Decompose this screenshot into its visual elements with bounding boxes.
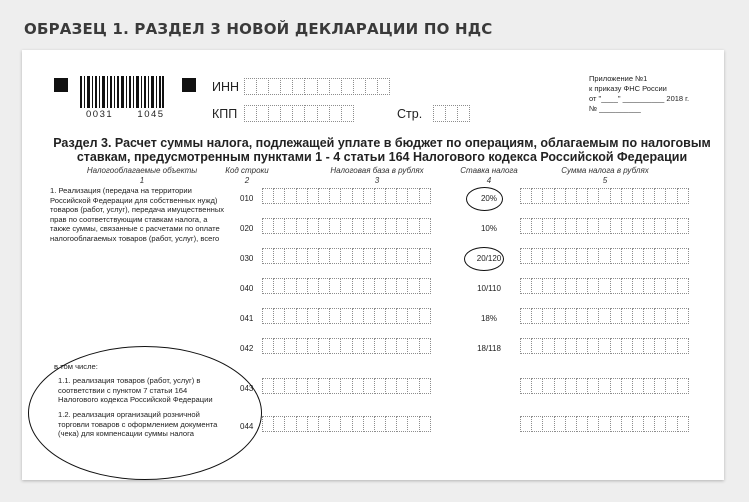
kpp-cells[interactable] — [244, 105, 353, 122]
tax-rate: 10/110 — [477, 284, 501, 293]
column-2-header: Код строки — [225, 166, 269, 175]
kpp-label: КПП — [212, 107, 238, 121]
order-reference — [589, 74, 689, 114]
tax-amount-cells[interactable] — [520, 338, 688, 354]
tax-base-cells[interactable] — [262, 416, 430, 432]
row-1-description: 1. Реализация (передача на территории Российской Федерации для собственных нужд) товаров (работ, услуг), передача имущественных прав по соответствующим ставкам налога, а также суммы, связанные с расчетами по оплате налогооблагаемых товаров (работ, услуг), всего — [50, 186, 225, 243]
declaration-sheet — [22, 50, 724, 480]
page-cells[interactable] — [433, 105, 469, 122]
column-3-number: 3 — [374, 176, 380, 185]
tax-amount-cells[interactable] — [520, 248, 688, 264]
tax-rate: 18% — [480, 314, 497, 323]
tax-amount-cells[interactable] — [520, 218, 688, 234]
row-code: 044 — [240, 422, 254, 431]
highlight-ellipse-20-percent — [466, 187, 503, 211]
page-heading: ОБРАЗЕЦ 1. РАЗДЕЛ 3 НОВОЙ ДЕКЛАРАЦИИ ПО НДС — [24, 20, 493, 38]
tax-base-cells[interactable] — [262, 308, 430, 324]
order-line-4: № __________ — [589, 104, 641, 113]
tax-rate: 20/120 — [476, 254, 502, 263]
row-code: 030 — [240, 254, 254, 263]
section-title: Раздел 3. Расчет суммы налога, подлежащей уплате в бюджет по операциям, облагаемым по налоговым ставкам, предусмотренным пунктами 1 - 4 статьи 164 Налогового кодекса Российской Федерации — [53, 136, 711, 164]
row-code: 041 — [240, 314, 254, 323]
column-1-header: Налогооблагаемые объекты — [86, 166, 198, 175]
tax-base-cells[interactable] — [262, 188, 430, 204]
column-5-header: Сумма налога в рублях — [561, 166, 649, 175]
tax-rate: 20% — [480, 194, 497, 203]
barcode-image — [80, 76, 164, 108]
order-line-1: Приложение №1 — [589, 74, 648, 83]
corner-marker-right — [182, 78, 196, 92]
highlight-ellipse-20-120 — [464, 247, 504, 271]
tax-amount-cells[interactable] — [520, 278, 688, 294]
row-code: 010 — [240, 194, 254, 203]
page-label: Стр. — [397, 107, 423, 121]
row-code: 040 — [240, 284, 254, 293]
column-3-header: Налоговая база в рублях — [330, 166, 424, 175]
highlight-ellipse-including — [28, 346, 262, 480]
tax-amount-cells[interactable] — [520, 308, 688, 324]
inn-label: ИНН — [212, 80, 240, 94]
column-2-number: 2 — [244, 176, 250, 185]
tax-base-cells[interactable] — [262, 278, 430, 294]
including-item-1: 1.1. реализация товаров (работ, услуг) в соответствии с пунктом 7 статьи 164 Налогового кодекса Российской Федерации — [58, 376, 213, 405]
tax-base-cells[interactable] — [262, 248, 430, 264]
row-code: 043 — [240, 384, 254, 393]
tax-base-cells[interactable] — [262, 378, 430, 394]
tax-base-cells[interactable] — [262, 218, 430, 234]
inn-cells[interactable] — [244, 78, 389, 95]
row-code: 042 — [240, 344, 254, 353]
column-4-number: 4 — [486, 176, 492, 185]
including-label: в том числе: — [54, 362, 98, 371]
barcode-number — [86, 109, 165, 120]
column-5-number: 5 — [602, 176, 608, 185]
tax-rate: 10% — [480, 224, 497, 233]
row-code: 020 — [240, 224, 254, 233]
tax-amount-cells[interactable] — [520, 378, 688, 394]
column-1-number: 1 — [139, 176, 145, 185]
tax-rate: 18/118 — [477, 344, 501, 353]
order-line-3: от "____" __________ 2018 г. — [589, 94, 690, 103]
column-4-header: Ставка налога — [460, 166, 518, 175]
tax-base-cells[interactable] — [262, 338, 430, 354]
tax-amount-cells[interactable] — [520, 188, 688, 204]
barcode-number-left: 0031 — [86, 109, 114, 120]
order-line-2: к приказу ФНС России — [589, 84, 667, 93]
barcode-number-right: 1045 — [137, 109, 165, 120]
including-item-2: 1.2. реализация организаций розничной торговли товаров с оформлением документа (чека) для компенсации суммы налога — [58, 410, 218, 439]
tax-amount-cells[interactable] — [520, 416, 688, 432]
corner-marker-left — [54, 78, 68, 92]
